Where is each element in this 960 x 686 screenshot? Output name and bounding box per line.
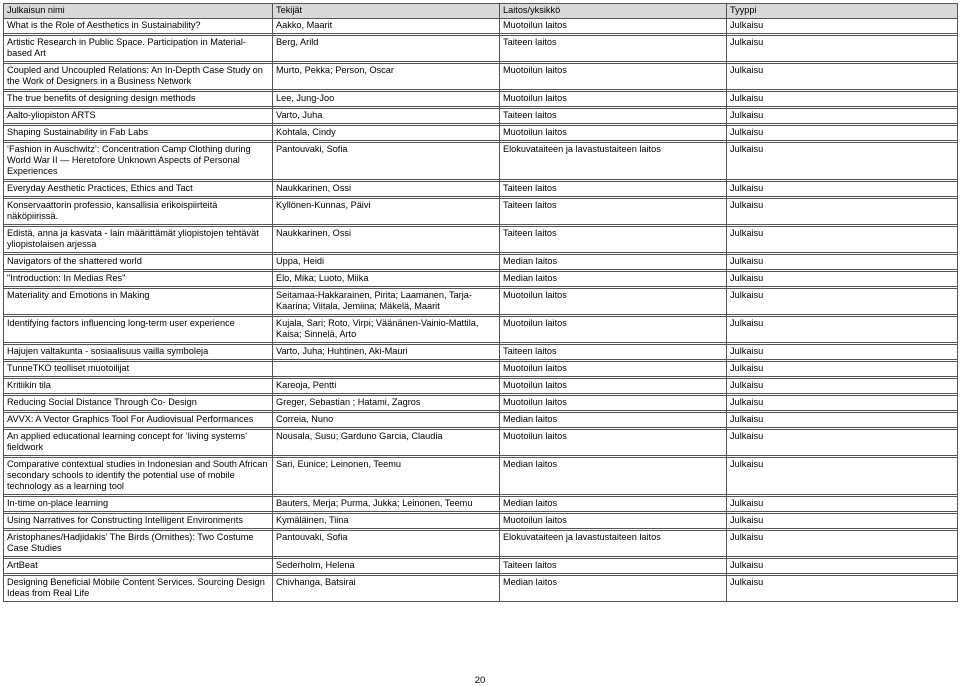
cell-title: ‘Fashion in Auschwitz’: Concentration Camp Clothing during World War II ― Heretofore Unknown Aspects of Personal Experiences [4, 143, 273, 180]
cell-department: Taiteen laitos [500, 559, 727, 574]
cell-authors: Naukkarinen, Ossi [273, 227, 500, 253]
table-row [4, 143, 958, 180]
cell-authors: Varto, Juha; Huhtinen, Aki-Mauri [273, 345, 500, 360]
table-row [4, 227, 958, 253]
header-title: Julkaisun nimi [4, 4, 273, 19]
cell-type: Julkaisu [727, 531, 958, 557]
cell-type: Julkaisu [727, 559, 958, 574]
cell-title: Comparative contextual studies in Indonesian and South African secondary schools to identify the potential use of mobile technology as a learning tool [4, 458, 273, 495]
cell-authors: Varto, Juha [273, 109, 500, 124]
cell-title: Using Narratives for Constructing Intelligent Environments [4, 514, 273, 529]
table-row [4, 199, 958, 225]
table-row [4, 317, 958, 343]
cell-title: AVVX: A Vector Graphics Tool For Audiovisual Performances [4, 413, 273, 428]
cell-title: The true benefits of designing design methods [4, 92, 273, 107]
cell-title: "Introduction: In Medias Res" [4, 272, 273, 287]
table-row [4, 36, 958, 62]
cell-department: Muotoilun laitos [500, 396, 727, 411]
cell-authors: Correia, Nuno [273, 413, 500, 428]
cell-title: Designing Beneficial Mobile Content Services. Sourcing Design Ideas from Real Life [4, 576, 273, 602]
cell-type: Julkaisu [727, 227, 958, 253]
table-row [4, 362, 958, 377]
cell-title: In-time on-place learning [4, 497, 273, 512]
cell-title: Aalto-yliopiston ARTS [4, 109, 273, 124]
cell-authors: Kymäläinen, Tiina [273, 514, 500, 529]
cell-title: Aristophanes/Hadjidakis’ The Birds (Ornithes): Two Costume Case Studies [4, 531, 273, 557]
cell-authors: Aakko, Maarit [273, 19, 500, 34]
table-row [4, 514, 958, 529]
cell-title: An applied educational learning concept for ‘living systems’ fieldwork [4, 430, 273, 456]
cell-department: Muotoilun laitos [500, 289, 727, 315]
cell-authors: Uppa, Heidi [273, 255, 500, 270]
cell-authors: Chivhanga, Batsirai [273, 576, 500, 602]
cell-title: Konservaattorin professio, kansallisia erikoispiirteitä näköpiirissä. [4, 199, 273, 225]
table-row [4, 19, 958, 34]
cell-authors: Murto, Pekka; Person, Oscar [273, 64, 500, 90]
cell-type: Julkaisu [727, 362, 958, 377]
cell-type: Julkaisu [727, 514, 958, 529]
table-row [4, 430, 958, 456]
header-type: Tyyppi [727, 4, 958, 19]
cell-type: Julkaisu [727, 255, 958, 270]
table-row [4, 92, 958, 107]
cell-authors: Kujala, Sari; Roto, Virpi; Väänänen-Vainio-Mattila, Kaisa; Sinnelä, Arto [273, 317, 500, 343]
cell-department: Taiteen laitos [500, 182, 727, 197]
cell-department: Median laitos [500, 413, 727, 428]
cell-department: Median laitos [500, 458, 727, 495]
cell-authors: Elo, Mika; Luoto, Miika [273, 272, 500, 287]
cell-type: Julkaisu [727, 379, 958, 394]
cell-authors: Naukkarinen, Ossi [273, 182, 500, 197]
table-row [4, 345, 958, 360]
cell-authors: Kyllönen-Kunnas, Päivi [273, 199, 500, 225]
table-row [4, 413, 958, 428]
cell-department: Elokuvataiteen ja lavastustaiteen laitos [500, 143, 727, 180]
cell-department: Median laitos [500, 255, 727, 270]
cell-type: Julkaisu [727, 413, 958, 428]
table-row [4, 396, 958, 411]
header-row [4, 4, 958, 19]
cell-type: Julkaisu [727, 19, 958, 34]
cell-title: Identifying factors influencing long-term user experience [4, 317, 273, 343]
table-row [4, 289, 958, 315]
cell-type: Julkaisu [727, 497, 958, 512]
cell-department: Muotoilun laitos [500, 379, 727, 394]
table-row [4, 182, 958, 197]
table-row [4, 458, 958, 495]
cell-type: Julkaisu [727, 458, 958, 495]
cell-department: Median laitos [500, 272, 727, 287]
cell-title: Coupled and Uncoupled Relations: An In-Depth Case Study on the Work of Designers in a Business Network [4, 64, 273, 90]
cell-authors: Sederholm, Helena [273, 559, 500, 574]
table-row [4, 497, 958, 512]
cell-title: What is the Role of Aesthetics in Sustainability? [4, 19, 273, 34]
cell-department: Muotoilun laitos [500, 362, 727, 377]
cell-department: Muotoilun laitos [500, 19, 727, 34]
cell-title: Materiality and Emotions in Making [4, 289, 273, 315]
cell-type: Julkaisu [727, 109, 958, 124]
cell-authors: Seitamaa-Hakkarainen, Pirita; Laamanen, Tarja-Kaarina; Viitala, Jemiina; Mäkelä, Maarit [273, 289, 500, 315]
cell-authors [273, 362, 500, 377]
cell-type: Julkaisu [727, 143, 958, 180]
cell-type: Julkaisu [727, 272, 958, 287]
cell-type: Julkaisu [727, 36, 958, 62]
cell-department: Taiteen laitos [500, 109, 727, 124]
publications-table [3, 3, 958, 602]
cell-department: Taiteen laitos [500, 227, 727, 253]
cell-department: Median laitos [500, 576, 727, 602]
table-row [4, 272, 958, 287]
cell-authors: Greger, Sebastian ; Hatami, Zagros [273, 396, 500, 411]
cell-type: Julkaisu [727, 317, 958, 343]
table-row [4, 109, 958, 124]
cell-type: Julkaisu [727, 396, 958, 411]
cell-type: Julkaisu [727, 199, 958, 225]
cell-type: Julkaisu [727, 430, 958, 456]
cell-type: Julkaisu [727, 289, 958, 315]
cell-title: Everyday Aesthetic Practices, Ethics and Tact [4, 182, 273, 197]
cell-department: Elokuvataiteen ja lavastustaiteen laitos [500, 531, 727, 557]
cell-title: TunneTKO teolliset muotoilijat [4, 362, 273, 377]
cell-department: Muotoilun laitos [500, 430, 727, 456]
cell-type: Julkaisu [727, 126, 958, 141]
cell-title: ArtBeat [4, 559, 273, 574]
table-row [4, 531, 958, 557]
cell-type: Julkaisu [727, 182, 958, 197]
table-row [4, 559, 958, 574]
cell-title: Navigators of the shattered world [4, 255, 273, 270]
page-number: 20 [474, 675, 486, 686]
cell-department: Taiteen laitos [500, 345, 727, 360]
cell-authors: Berg, Arild [273, 36, 500, 62]
table-row [4, 576, 958, 602]
cell-department: Taiteen laitos [500, 36, 727, 62]
cell-authors: Pantouvaki, Sofia [273, 531, 500, 557]
cell-department: Muotoilun laitos [500, 126, 727, 141]
cell-title: Kritiikin tila [4, 379, 273, 394]
cell-title: Reducing Social Distance Through Co- Design [4, 396, 273, 411]
header-department: Laitos/yksikkö [500, 4, 727, 19]
cell-title: Hajujen valtakunta - sosiaalisuus vailla symboleja [4, 345, 273, 360]
cell-authors: Lee, Jung-Joo [273, 92, 500, 107]
cell-department: Taiteen laitos [500, 199, 727, 225]
cell-title: Shaping Sustainability in Fab Labs [4, 126, 273, 141]
cell-authors: Bauters, Merja; Purma, Jukka; Leinonen, Teemu [273, 497, 500, 512]
table-row [4, 126, 958, 141]
cell-title: Edistä, anna ja kasvata - lain määrittämät yliopistojen tehtävät yliopistolaisen arjessa [4, 227, 273, 253]
cell-title: Artistic Research in Public Space. Participation in Material-based Art [4, 36, 273, 62]
table-row [4, 255, 958, 270]
cell-type: Julkaisu [727, 92, 958, 107]
cell-department: Muotoilun laitos [500, 92, 727, 107]
table-row [4, 379, 958, 394]
cell-type: Julkaisu [727, 345, 958, 360]
cell-authors: Sari, Eunice; Leinonen, Teemu [273, 458, 500, 495]
cell-department: Median laitos [500, 497, 727, 512]
cell-department: Muotoilun laitos [500, 317, 727, 343]
cell-authors: Kareoja, Pentti [273, 379, 500, 394]
table-row [4, 64, 958, 90]
cell-type: Julkaisu [727, 576, 958, 602]
cell-department: Muotoilun laitos [500, 64, 727, 90]
cell-department: Muotoilun laitos [500, 514, 727, 529]
cell-authors: Kohtala, Cindy [273, 126, 500, 141]
cell-type: Julkaisu [727, 64, 958, 90]
header-authors: Tekijät [273, 4, 500, 19]
cell-authors: Nousala, Susu; Garduno Garcia, Claudia [273, 430, 500, 456]
cell-authors: Pantouvaki, Sofia [273, 143, 500, 180]
